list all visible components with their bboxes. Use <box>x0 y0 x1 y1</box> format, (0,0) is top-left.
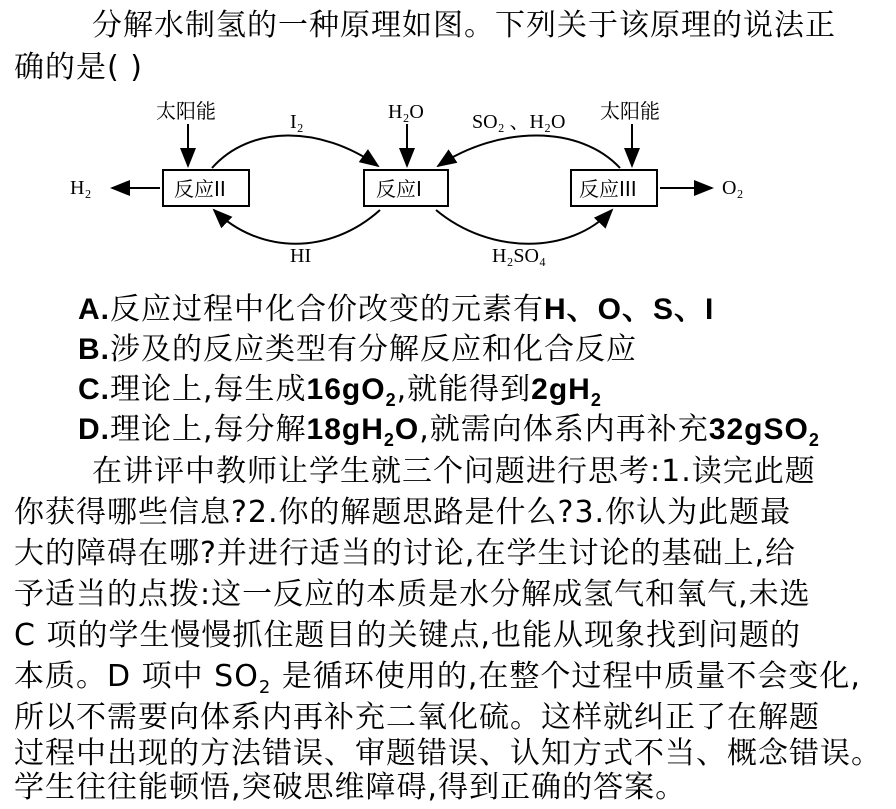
commentary-line-3: 大的障碍在哪?并进行适当的讨论,在学生讨论的基础上,给 <box>14 536 796 571</box>
so2-h2o-label: SO₂ 、H₂O <box>472 111 566 133</box>
commentary-line-2: 你获得哪些信息?2.你的解题思路是什么?3.你认为此题最 <box>14 495 792 530</box>
option-a <box>78 290 714 330</box>
option-d-mass-h2o-o: O <box>394 413 420 446</box>
option-c-sub-1: 2 <box>385 390 397 410</box>
option-d-mass-so2: 32gSO <box>708 413 809 446</box>
option-a-elements: H、O、S、I <box>544 293 715 326</box>
commentary-line-4: 予适当的点拨:这一反应的本质是水分解成氢气和氧气,未选 <box>14 577 811 612</box>
reaction-iii-label: 反应III <box>579 177 637 201</box>
option-b-text: 涉及的反应类型有分解反应和化合反应 <box>110 332 637 367</box>
option-c-text-1: 理论上,每生成 <box>110 372 307 407</box>
commentary-line-8: 过程中出现的方法错误、审题错误、认知方式不当、概念错误。 <box>14 736 882 771</box>
o2-output-label: O₂ <box>722 177 744 199</box>
option-c-sub-2: 2 <box>590 390 602 410</box>
option-c-letter: C. <box>78 373 110 406</box>
commentary-line-6-a: 本质。D 项中 SO <box>14 659 259 694</box>
option-d-mass-h2o: 18gH <box>306 413 384 446</box>
option-d-text-2: ,就需向体系内再补充 <box>419 412 709 447</box>
h2-output-label: H₂ <box>70 177 92 199</box>
solar-left-label: 太阳能 <box>156 99 216 123</box>
option-b <box>78 330 637 370</box>
option-c-mass-o2: 16gO <box>306 373 386 406</box>
option-d-sub-1: 2 <box>383 430 395 450</box>
option-a-letter: A. <box>78 293 110 326</box>
h2so4-label: H₂SO₄ <box>492 245 546 267</box>
option-a-text: 反应过程中化合价改变的元素有 <box>110 292 544 327</box>
solar-right-label: 太阳能 <box>600 99 660 123</box>
commentary-line-6-sub: 2 <box>258 677 272 698</box>
option-d-text-1: 理论上,每分解 <box>110 412 307 447</box>
i2-label: I₂ <box>290 111 304 133</box>
question-line-1: 分解水制氢的一种原理如图。下列关于该原理的说法正 <box>92 8 836 43</box>
reaction-diagram <box>0 92 896 282</box>
option-d-letter: D. <box>78 413 110 446</box>
commentary-line-9: 学生往往能顿悟,突破思维障碍,得到正确的答案。 <box>14 770 687 805</box>
commentary-line-6-b: 是循环使用的,在整个过程中质量不会变化, <box>271 659 861 694</box>
water-input-label: H₂O <box>388 101 424 123</box>
commentary-line-7: 所以不需要向体系内再补充二氧化硫。这样就纠正了在解题 <box>14 700 820 735</box>
commentary-line-5: C 项的学生慢慢抓住题目的关键点,也能从现象找到问题的 <box>14 618 802 653</box>
hi-label: HI <box>290 245 312 267</box>
reaction-ii-label: 反应II <box>174 177 226 201</box>
option-d-sub-2: 2 <box>808 430 820 450</box>
question-line-2: 确的是( ) <box>14 50 143 85</box>
option-b-letter: B. <box>78 333 110 366</box>
option-c-mass-h2: 2gH <box>531 373 591 406</box>
option-c-text-2: ,就能得到 <box>396 372 532 407</box>
commentary-line-1: 在讲评中教师让学生就三个问题进行思考:1.读完此题 <box>92 454 816 489</box>
reaction-i-label: 反应I <box>376 177 422 201</box>
